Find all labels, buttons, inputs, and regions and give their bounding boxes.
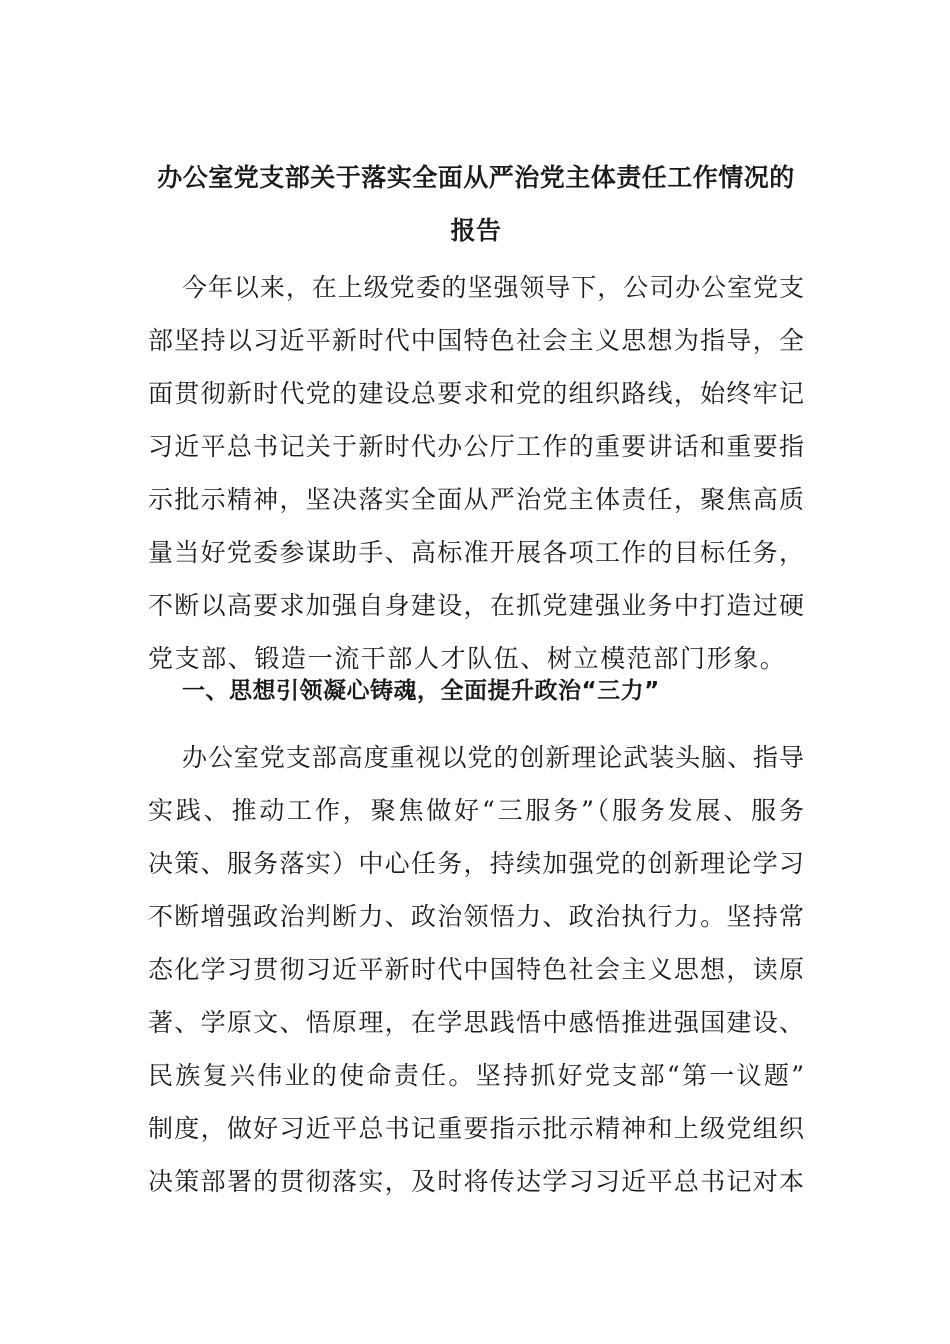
paragraph-line: 决策、服务落实）中心任务，持续加强党的创新理论学习: [148, 849, 804, 878]
section-heading-1: 一、思想引领凝心铸魂，全面提升政治“三力”: [182, 678, 660, 704]
paragraph-line: 示批示精神，坚决落实全面从严治党主体责任，聚焦高质: [148, 485, 804, 514]
paragraph-line: 不断增强政治判断力、政治领悟力、政治执行力。坚持常: [148, 902, 804, 931]
section-1-paragraph: [148, 731, 804, 1208]
paragraph-line: 著、学原文、悟原理，在学思践悟中感悟推进强国建设、: [148, 1008, 804, 1037]
paragraph-line: 实践、推动工作，聚焦做好“三服务”（服务发展、服务: [148, 796, 804, 825]
paragraph-line: 不断以高要求加强自身建设，在抓党建强业务中打造过硬: [148, 591, 804, 620]
document-title-line-1: 办公室党支部关于落实全面从严治党主体责任工作情况的: [157, 163, 795, 192]
paragraph-line: 量当好党委参谋助手、高标准开展各项工作的目标任务，: [148, 538, 804, 567]
paragraph-line: 民族复兴伟业的使命责任。坚持抓好党支部“第一议题”: [148, 1061, 804, 1090]
paragraph-line: 决策部署的贯彻落实，及时将传达学习习近平总书记对本: [148, 1167, 804, 1196]
paragraph-line: 面贯彻新时代党的建设总要求和党的组织路线，始终牢记: [148, 379, 804, 408]
paragraph-line: 今年以来，在上级党委的坚强领导下，公司办公室党支: [182, 273, 804, 302]
paragraph-line: 态化学习贯彻习近平新时代中国特色社会主义思想，读原: [148, 955, 804, 984]
paragraph-line: 党支部、锻造一流干部人才队伍、树立模范部门形象。: [148, 644, 787, 673]
intro-paragraph: [148, 261, 804, 685]
document-title-line-2: 报告: [450, 216, 502, 245]
paragraph-line: 制度，做好习近平总书记重要指示批示精神和上级党组织: [148, 1114, 804, 1143]
paragraph-line: 习近平总书记关于新时代办公厅工作的重要讲话和重要指: [148, 432, 804, 461]
paragraph-line: 部坚持以习近平新时代中国特色社会主义思想为指导，全: [148, 326, 804, 355]
paragraph-line: 办公室党支部高度重视以党的创新理论武装头脑、指导: [182, 743, 804, 772]
